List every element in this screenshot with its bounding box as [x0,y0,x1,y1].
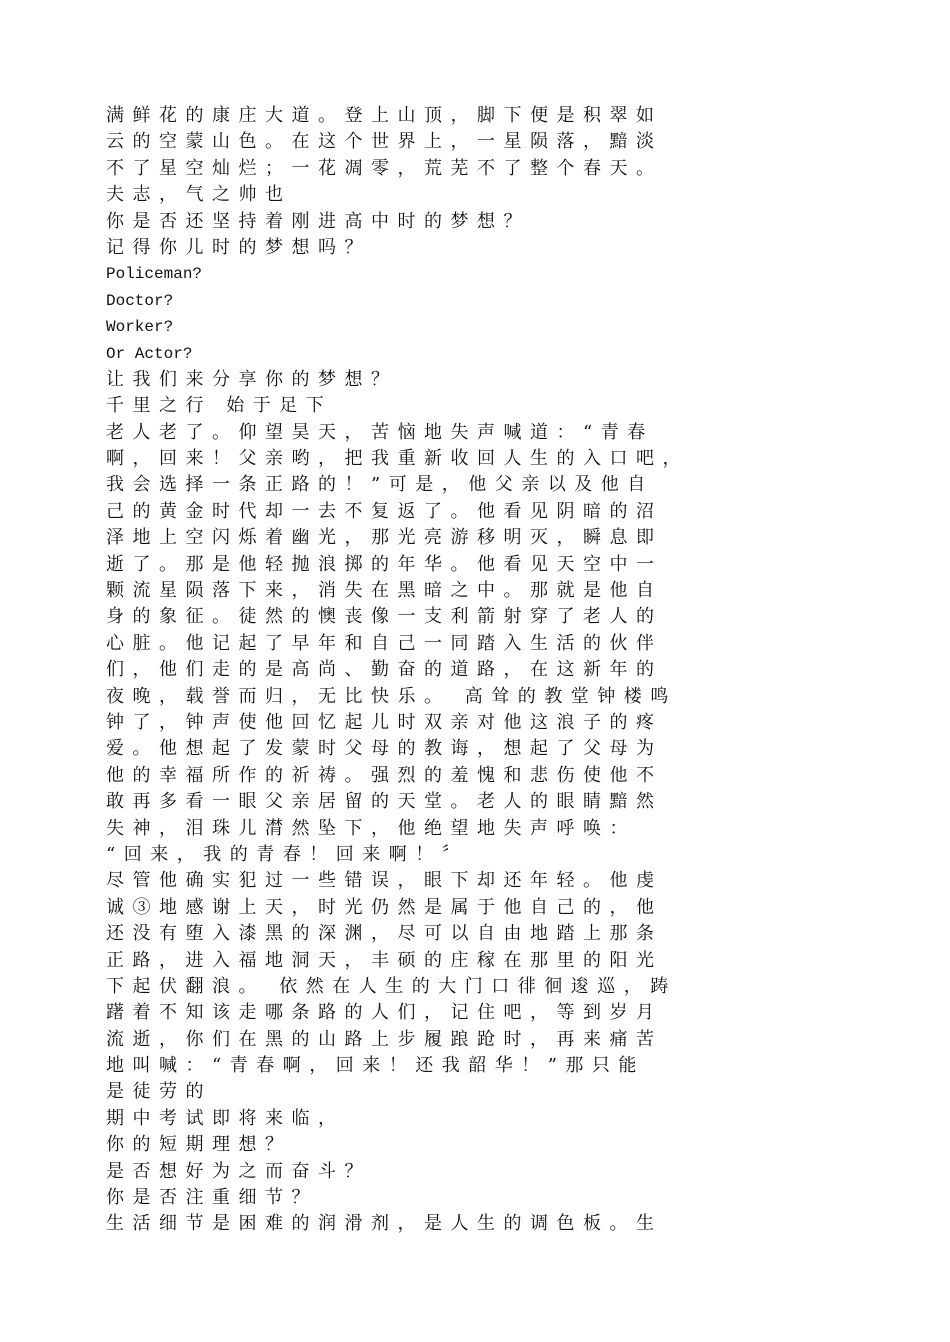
text-line: 地叫喊：“青春啊，回来！还我韶华！”那只能 [106,1055,645,1077]
text-line: 逝了。那是他轻抛浪掷的年华。他看见天空中一 [106,553,663,575]
text-line: 躇着不知该走哪条路的人们，记住吧，等到岁月 [106,1002,663,1024]
text-line: 生活细节是困难的润滑剂，是人生的调色板。生 [106,1213,663,1235]
text-line: 流逝，你们在黑的山路上步履踉跄时，再来痛苦 [106,1028,663,1050]
text-line: 身的象征。徒然的懊丧像一支利箭射穿了老人的 [106,606,663,628]
text-line: 还没有堕入漆黑的深渊，尽可以自由地踏上那条 [106,923,663,945]
text-line: 心脏。他记起了早年和自己一同踏入生活的伙伴 [106,632,663,654]
text-line: 老人老了。仰望昊天，苦恼地失声喊道：“青春 [106,421,654,443]
text-line: 让我们来分享你的梦想？ [106,368,398,390]
text-line: 啊，回来！父亲哟，把我重新收回人生的入口吧， [106,448,689,470]
text-line: 我会选择一条正路的！”可是，他父亲以及他自 [106,474,654,496]
text-line: 颗流星陨落下来，消失在黑暗之中。那就是他自 [106,580,663,602]
text-line: 下起伏翻浪。 依然在人生的大门口徘徊逡巡，踌 [106,975,677,997]
text-line: Doctor? [106,291,174,310]
body-text [106,103,846,1238]
text-line: 钟了，钟声使他回忆起儿时双亲对他这浪子的疼 [106,711,663,733]
text-line: 你是否还坚持着刚进高中时的梦想？ [106,210,530,232]
text-line: 正路，进入福地洞天，丰硕的庄稼在那里的阳光 [106,949,663,971]
text-line: 满鲜花的康庄大道。登上山顶，脚下便是积翠如 [106,105,663,126]
text-line: 们，他们走的是高尚、勤奋的道路，在这新年的 [106,659,663,681]
text-line: 不了星空灿烂；一花凋零，荒芜不了整个春天。 [106,157,663,179]
text-line: 期中考试即将来临， [106,1107,345,1129]
text-line: 失神，泪珠儿潸然坠下，他绝望地失声呼唤： [106,817,636,839]
text-line: 是否想好为之而奋斗？ [106,1160,371,1182]
text-line: 敢再多看一眼父亲居留的天堂。老人的眼睛黯然 [106,791,663,813]
text-line: 己的黄金时代却一去不复返了。他看见阴暗的沼 [106,500,663,522]
text-line: 诚③地感谢上天，时光仍然是属于他自己的，他 [106,896,663,918]
text-line: 记得你儿时的梦想吗？ [106,236,371,258]
text-line: 尽管他确实犯过一些错误，眼下却还年轻。他虔 [106,870,663,892]
text-line: 你的短期理想？ [106,1134,292,1156]
text-line: 你是否注重细节？ [106,1187,318,1209]
text-line: Policeman? [106,265,203,284]
text-line: 夫志，气之帅也 [106,184,292,206]
text-line: 爱。他想起了发蒙时父母的教诲，想起了父母为 [106,738,663,760]
text-line: Or Actor? [106,344,193,363]
text-line: 他的幸福所作的祈祷。强烈的羞愧和悲伤使他不 [106,764,663,786]
text-line: 千里之行 始于足下 [106,395,333,417]
text-line: 泽地上空闪烁着幽光，那光亮游移明灭，瞬息即 [106,527,663,549]
text-line: Worker? [106,318,174,337]
text-line: 云的空蒙山色。在这个世界上，一星陨落，黯淡 [106,131,663,153]
text-line: “回来，我的青春！回来啊！〞 [106,843,469,865]
text-line: 夜晚，载誉而归，无比快乐。 高耸的教堂钟楼鸣 [106,685,677,707]
text-line: 是徒劳的 [106,1081,212,1103]
